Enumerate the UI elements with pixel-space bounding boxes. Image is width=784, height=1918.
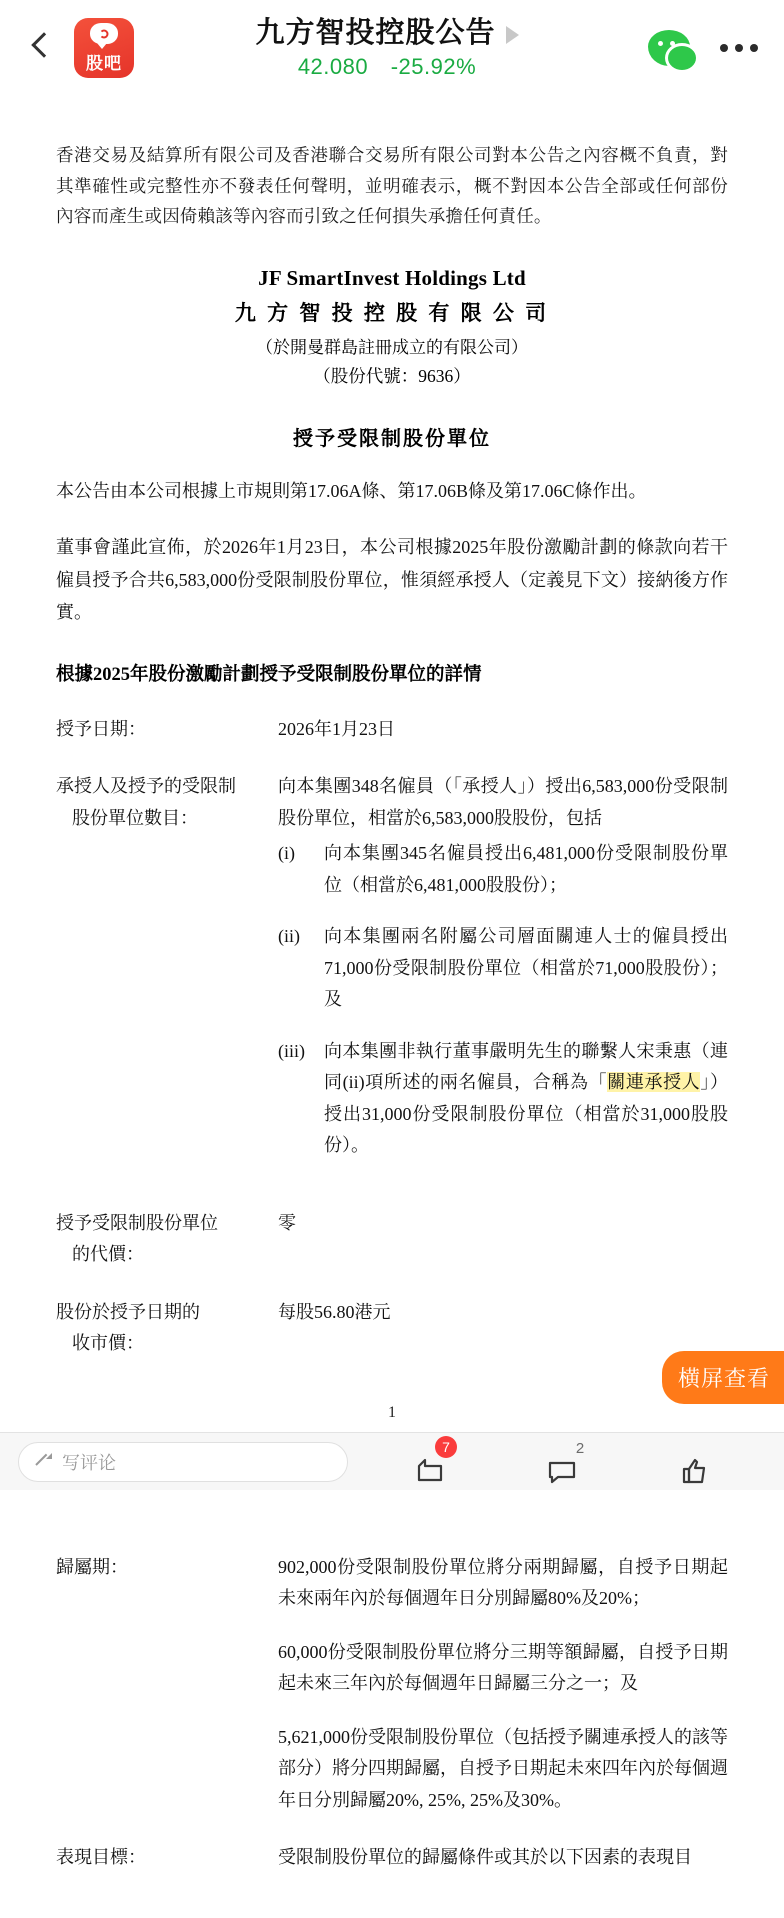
document-page-2 bbox=[0, 1452, 784, 1918]
row-value: 受限制股份單位的歸屬條件或其於以下因素的表現目 bbox=[278, 1847, 692, 1868]
guba-logo-label: 股吧 bbox=[86, 54, 122, 73]
list-item bbox=[278, 921, 728, 1016]
row-label-line1: 表現目標： bbox=[56, 1847, 146, 1868]
guba-logo[interactable] bbox=[74, 18, 134, 78]
wechat-dot-right bbox=[670, 41, 675, 46]
comment-input-placeholder: 写评论 bbox=[62, 1452, 116, 1473]
bottom-action-bar bbox=[0, 1432, 784, 1490]
table-row bbox=[56, 771, 728, 1208]
guba-speech-bubble-icon bbox=[90, 23, 118, 44]
header-title-block bbox=[126, 17, 648, 80]
list-item-number: (iii) bbox=[278, 1040, 305, 1061]
disclaimer-paragraph: 香港交易及結算所有限公司及香港聯合交易所有限公司對本公告之內容概不負責，對其準確性或完整性亦不發表任何聲明，並明確表示，概不對因本公告全部或任何部份內容而產生或因倚賴該等內容而引致之任何損失承擔任何責任。 bbox=[56, 145, 728, 227]
document-page-1 bbox=[0, 96, 784, 1440]
comment-button[interactable] bbox=[537, 1440, 587, 1484]
stock-price: 42.080 bbox=[297, 54, 369, 80]
comment-badge: 2 bbox=[575, 1440, 585, 1457]
page-title: 九方智投控股公告 bbox=[255, 16, 496, 49]
stock-quote[interactable] bbox=[126, 54, 648, 79]
table-row bbox=[56, 1208, 728, 1297]
numbered-list bbox=[278, 838, 728, 1162]
stock-code-note: （股份代號：9636） bbox=[313, 365, 471, 386]
list-item bbox=[278, 1036, 728, 1162]
list-item-text: 向本集團345名僱員授出6,481,000份受限制股份單位（相當於6,481,000股股份）； bbox=[324, 843, 728, 895]
comment-icon bbox=[547, 1460, 577, 1484]
row-value-paragraph: 60,000份受限制股份單位將分三期等額歸屬，自授予日期起未來三年內於每個週年日歸屬三分之一；及 bbox=[278, 1641, 728, 1694]
listing-rules-paragraph: 本公告由本公司根據上市規則第17.06A條、第17.06B條及第17.06C條作出。 bbox=[56, 480, 647, 501]
row-label bbox=[56, 1297, 278, 1386]
row-value-paragraph: 902,000份受限制股份單位將分兩期歸屬，自授予日期起未來兩年內於每個週年日分別歸屬80%及20%； bbox=[278, 1556, 728, 1609]
share-icon bbox=[415, 1458, 445, 1484]
company-name-zh: 九 方 智 投 控 股 有 限 公 司 bbox=[234, 300, 550, 325]
row-label-line1: 授予日期： bbox=[56, 718, 146, 739]
comment-input[interactable] bbox=[18, 1442, 348, 1482]
bar-actions bbox=[364, 1440, 766, 1484]
more-dots-icon[interactable] bbox=[720, 44, 758, 52]
wechat-dot-left bbox=[658, 41, 663, 46]
table-row bbox=[56, 714, 728, 772]
row-label-line1: 授予受限制股份單位 bbox=[56, 1212, 218, 1233]
list-item-text: 向本集團兩名附屬公司層面關連人士的僱員授出71,000份受限制股份單位（相當於71,000股股份）；及 bbox=[324, 926, 728, 1010]
wechat-icon[interactable] bbox=[648, 30, 690, 66]
row-label-line2: 的代價： bbox=[72, 1244, 144, 1265]
guba-bubble-mark bbox=[100, 29, 109, 38]
list-item-text bbox=[324, 1036, 728, 1162]
dot bbox=[720, 44, 728, 52]
list-item-text-part-b: 」）授出31,000份受限制股份單位（相當於31,000股股份）。 bbox=[324, 1072, 729, 1156]
row-value bbox=[278, 1552, 728, 1843]
row-label-line2: 股份單位數目： bbox=[72, 807, 198, 828]
table-row bbox=[56, 1297, 728, 1386]
stock-change: -25.92% bbox=[390, 54, 477, 80]
dot bbox=[735, 44, 743, 52]
thumbs-up-icon bbox=[681, 1458, 707, 1484]
row-label-line1: 股份於授予日期的 bbox=[56, 1301, 200, 1322]
dot bbox=[750, 44, 758, 52]
list-item-text-part-a: 向本集團非執行董事嚴明先生的聯繫人宋秉惠（連同(ii)項所述的兩名僱員，合稱為「 bbox=[324, 1040, 728, 1093]
row-value: 2026年1月23日 bbox=[278, 718, 395, 739]
row-label bbox=[56, 1552, 278, 1843]
document-scroll-area[interactable] bbox=[0, 96, 784, 1868]
row-label bbox=[56, 1842, 278, 1900]
play-triangle-icon[interactable] bbox=[506, 26, 519, 44]
thumbs-up-button[interactable] bbox=[669, 1440, 719, 1484]
row-value-paragraph: 5,621,000份受限制股份單位（包括授予關連承授人的該等部分）將分四期歸屬，自授予日期起未來四年內於每個週年日分別歸屬20%, 25%, 25%及30%。 bbox=[278, 1726, 728, 1810]
list-item-number: (ii) bbox=[278, 926, 300, 947]
row-label-line1: 歸屬期： bbox=[56, 1556, 128, 1577]
vesting-details-table bbox=[56, 1552, 728, 1900]
grant-details-table bbox=[56, 714, 728, 1386]
highlighted-term: 關連承授人 bbox=[607, 1072, 701, 1093]
back-chevron-icon[interactable] bbox=[26, 28, 60, 68]
row-label-line1: 承授人及授予的受限制 bbox=[56, 776, 236, 797]
list-item bbox=[278, 838, 728, 901]
row-label bbox=[56, 714, 278, 772]
share-badge: 7 bbox=[435, 1436, 457, 1458]
table-row bbox=[56, 1842, 728, 1900]
row-label bbox=[56, 1208, 278, 1297]
board-announcement-paragraph: 董事會謹此宣佈，於2026年1月23日，本公司根據2025年股份激勵計劃的條款向若干僱員授予合共6,583,000份受限制股份單位，惟須經承授人（定義見下文）接納後方作實。 bbox=[56, 537, 728, 623]
row-value: 每股56.80港元 bbox=[278, 1301, 391, 1322]
row-value bbox=[278, 771, 728, 1208]
incorporation-note: （於開曼群島註冊成立的有限公司） bbox=[256, 337, 528, 357]
row-label-line2: 收市價： bbox=[72, 1333, 144, 1354]
row-value: 零 bbox=[278, 1212, 296, 1233]
announcement-title: 授予受限制股份單位 bbox=[293, 427, 491, 450]
app-header bbox=[0, 0, 784, 96]
details-heading: 根據2025年股份激勵計劃授予受限制股份單位的詳情 bbox=[56, 665, 482, 686]
company-name-en: JF SmartInvest Holdings Ltd bbox=[258, 265, 526, 290]
list-item-number: (i) bbox=[278, 843, 295, 864]
row-value-text: 向本集團348名僱員（「承授人」）授出6,583,000份受限制股份單位，相當於6,583,000股股份，包括 bbox=[278, 776, 728, 828]
row-label bbox=[56, 771, 278, 1208]
share-button[interactable] bbox=[405, 1440, 455, 1484]
landscape-view-button[interactable]: 横屏查看 bbox=[662, 1351, 784, 1404]
pen-icon bbox=[35, 1453, 52, 1470]
page-number: 1 bbox=[388, 1403, 396, 1421]
table-row bbox=[56, 1552, 728, 1843]
